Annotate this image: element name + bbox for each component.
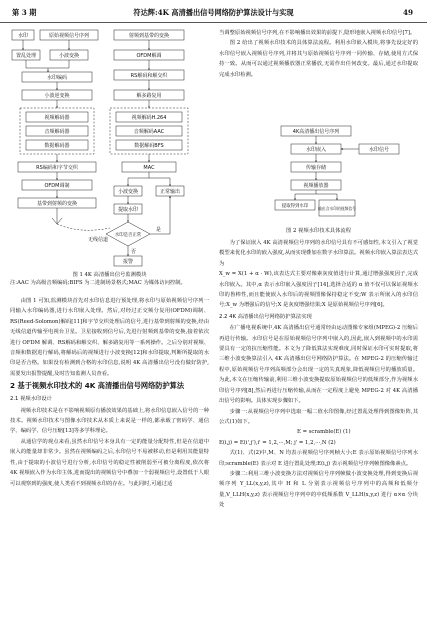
svg-text:数据解码BFS: 数据解码BFS xyxy=(134,143,164,149)
svg-text:音频解码器: 音频解码器 xyxy=(44,129,70,135)
paragraph: 由图 1 可知,监测模块首先对水印信息进行预处理,将水印与原始视频信号序列一同输入水印编码器,进行水印嵌入处理。然后,对经过正交频分复用(OFDM)调制、RS(Reed-Solomon)解码[11]和字节交织处理后的信号,进行基带到射频的变换,经由无线信道传输至电视台卫星。卫星接收到信号后,先进行射频到基带的变换,接着依次进行 OFDM 解调、RS解码和解交织、解多路复用等一系列操作。之后分别对视频、音频和数据进行解码,将解码后的视频进行小波变换[12]和水印提取,判断所提取的水印是否合格。如果没有检测到合格的水印信息,说明 4K 高清播出信号没有做好防护,需要发出报警提醒,及时告知监测人员查看。 xyxy=(10,298,209,377)
svg-text:小波逆变换: 小波逆变换 xyxy=(44,93,70,99)
paragraph: 从通信学的观点来看,虽然水印信号本身具有一定的能量分配特性,但是在信道中嵌入的能量却非常少。虽然在视频编码之后,水印信号不易被移动,但是利用其能量特性,由于提取的小波信号进行分析,水印信号的稳定性被削弱至可被分离程度,依次将 4K 视频嵌入作为水印主体,进而提出的视频信号中叠加一个弱视频信号,设置低于人眼可以观察到的强度,使人类看不到视频水印的存在。与此同时,可通过适 xyxy=(10,438,209,487)
figure-1-caption: 图 1 4K 高清播出信号监测模块 xyxy=(72,272,147,278)
formula-paragraph: X_w = X(1 + α · W),该表达式主要对像素灰度值进行计算,通过增强强度因子,完成水印嵌入。其中,α 表示水印嵌入强度因子[14],选择合适的 α 值不仅可以保证视频水印的鲁棒性,而且能使嵌入水印后的视频图像保持稳定不变;W 表示所嵌入的水印信号;X_w 为增强后的信号;X 是灰度增强结果;X 是原始视频信号序列[6]。 xyxy=(219,271,418,309)
figure-2 xyxy=(219,124,418,232)
svg-text:4K高清播出信号序列: 4K高清播出信号序列 xyxy=(292,129,340,135)
svg-text:视频播放器: 视频播放器 xyxy=(303,183,329,189)
section-heading: 2 基于视频水印技术的 4K 高清播出信号网络防护算法 xyxy=(10,381,185,391)
equation-1: E = scramble(E) (1) xyxy=(297,429,351,436)
svg-text:水印嵌入: 水印嵌入 xyxy=(305,147,327,153)
svg-text:水印编码: 水印编码 xyxy=(46,75,68,81)
paragraph: 当调整原始视频信号序列,在不影响播出效果的前提下,隐形地嵌入视频水印信号[7]。 xyxy=(219,30,416,36)
svg-text:视频解码H.264: 视频解码H.264 xyxy=(131,115,167,121)
svg-text:RS解码和解交织: RS解码和解交织 xyxy=(130,73,168,79)
svg-text:置乱处理: 置乱处理 xyxy=(15,53,37,59)
left-column xyxy=(10,296,209,614)
paragraph: 在广播电视系统中,4K 高清播出信号通常经由运动图像专家组(MPEG)-2 压缩后再进行传输。水印信号是在原始视频信号序列中嵌入的,因此,嵌入到视频中的水印需要具有一定的抗压缩性能。本文为了降低算法实现难度,同时保证水印可实时提取,将三维小波变换算法引入 4K 高清播出信号网络防护算法。在 MPEG-2 的压缩传输过程中,原始视频信号序列高频部分会出现一定的失真现象,降低视频信号的播放质量。为此,本文在压缩传输前,利用三维小波变换提取原始视频信号的低频部分,作为视频水印信号序列[8],然后再进行压缩传输,从而在一定程度上避免 MPEG-2 对 4K 高清播出信号的影响。具体实现步骤如下。 xyxy=(219,325,418,405)
paragraph: 步骤一:从视频信号序列中选取一幅二值水印图像,经过置乱处理得到图像矩阵,其公式(1)如下。 xyxy=(219,408,418,425)
svg-text:报警: 报警 xyxy=(122,259,134,265)
equation-2: E(i,j) = E(i',j'),i' = 1,2,···,M; j' = 1,2,···,N (2) xyxy=(219,439,336,446)
figure-1 xyxy=(10,28,209,290)
svg-text:视频解码器: 视频解码器 xyxy=(44,115,70,121)
svg-text:音频解码AAC: 音频解码AAC xyxy=(133,129,165,135)
subsection-heading: 2.2 4K 高清播出信号网络防护算法实现 xyxy=(219,313,312,320)
paragraph: 图 2 给出了视频水印技术的具体算法流程。利用水印嵌入模块,将事先设定好的水印信号嵌入视频信号序列,并将其与原始视频信号序列一同传输、存储,使用方式保持一致。从而可以通过视频播放器正常播放,无需作出任何改变。最后,通过水印提取完成水印检测。 xyxy=(219,40,418,78)
label-watermark: 水印 xyxy=(17,33,29,39)
paragraph: 式(1)、式(2)中,M、N 均表示视频信号序列帧大小;E 表示原始视频信号序列水印;scramble(E) 表示对 E 进行置乱处理;E(i,j) 表示视频信号序列帧图像像素点。 xyxy=(219,450,418,467)
svg-text:水印信号: 水印信号 xyxy=(368,147,390,153)
svg-text:水印是否正常: 水印是否正常 xyxy=(114,233,142,238)
issue-number: 第 3 期 xyxy=(12,8,37,17)
svg-text:OFDM调制: OFDM调制 xyxy=(44,183,70,189)
running-header xyxy=(0,0,427,23)
svg-text:输出含水印的视频信号: 输出含水印的视频信号 xyxy=(318,206,356,211)
svg-text:数据解码器: 数据解码器 xyxy=(44,143,70,149)
svg-text:RS编码和字节交织: RS编码和字节交织 xyxy=(36,165,78,171)
right-column-bottom xyxy=(219,238,418,616)
right-column-top xyxy=(219,28,418,124)
subsection-heading: 2.1 视频水印设计 xyxy=(10,396,52,403)
svg-text:提取水印: 提取水印 xyxy=(117,207,139,213)
svg-text:小波变换: 小波变换 xyxy=(58,53,80,59)
running-title: 符达辉:4K 高清播出信号网络防护算法设计与实现 xyxy=(133,8,294,17)
svg-text:基带到射频的变换: 基带到射频的变换 xyxy=(36,201,78,207)
svg-text:正常输出: 正常输出 xyxy=(159,189,181,195)
paragraph: 视频水印技术是在不影响视频原有播放效果的基础上,将水印信息嵌入信号的一种技术。视频水印技术与图像水印技术从本质上来说是一样的,都承载了密码学、通信学、编码学、信号压缩[13]等多学科理论。 xyxy=(10,407,209,435)
svg-text:是: 是 xyxy=(156,227,162,233)
svg-text:OFDM解调: OFDM解调 xyxy=(136,53,162,59)
svg-text:小波变换: 小波变换 xyxy=(117,189,139,195)
svg-text:射频到基带的变换: 射频到基带的变换 xyxy=(128,33,170,39)
paragraph: 为了保证嵌入 4K 高清视频信号序列的水印信号具有不可感知性,本文引入了视觉模型来优化水印的嵌入强度,从而实现叠加在数字水印算法。视频水印嵌入算法表达式为 xyxy=(219,240,418,267)
label-wireless: 无线信道 xyxy=(88,237,109,243)
svg-text:传输存储: 传输存储 xyxy=(305,165,327,171)
svg-text:原始视频信号序列: 原始视频信号序列 xyxy=(48,33,90,39)
figure-1-note: 注:AAC 为高级音频编码;BIFS 为二进制场景格式;MAC 为媒体访问控制。 xyxy=(10,280,186,286)
svg-text:提取得到水印: 提取得到水印 xyxy=(281,204,309,209)
svg-text:MAC: MAC xyxy=(143,165,155,171)
figure-2-caption: 图 2 视频水印技术具体流程 xyxy=(285,228,351,234)
paragraph: 步骤二:利用三维小波变换方法对视频信号序列帧做小波变换处理,得到变换后视频序列 Y_LL(x,y,z),其中 H 和 L 分别表示视频信号序列中的高频和低频分量,V_LLH(x,y,z) 表示视频信号序列中的中低频系数 V_LLH(x,y,z) 进行 α×α 分块处 xyxy=(219,470,418,509)
svg-text:否: 否 xyxy=(131,249,137,255)
svg-text:解多路复用: 解多路复用 xyxy=(136,93,162,99)
page-number: 49 xyxy=(402,8,413,17)
